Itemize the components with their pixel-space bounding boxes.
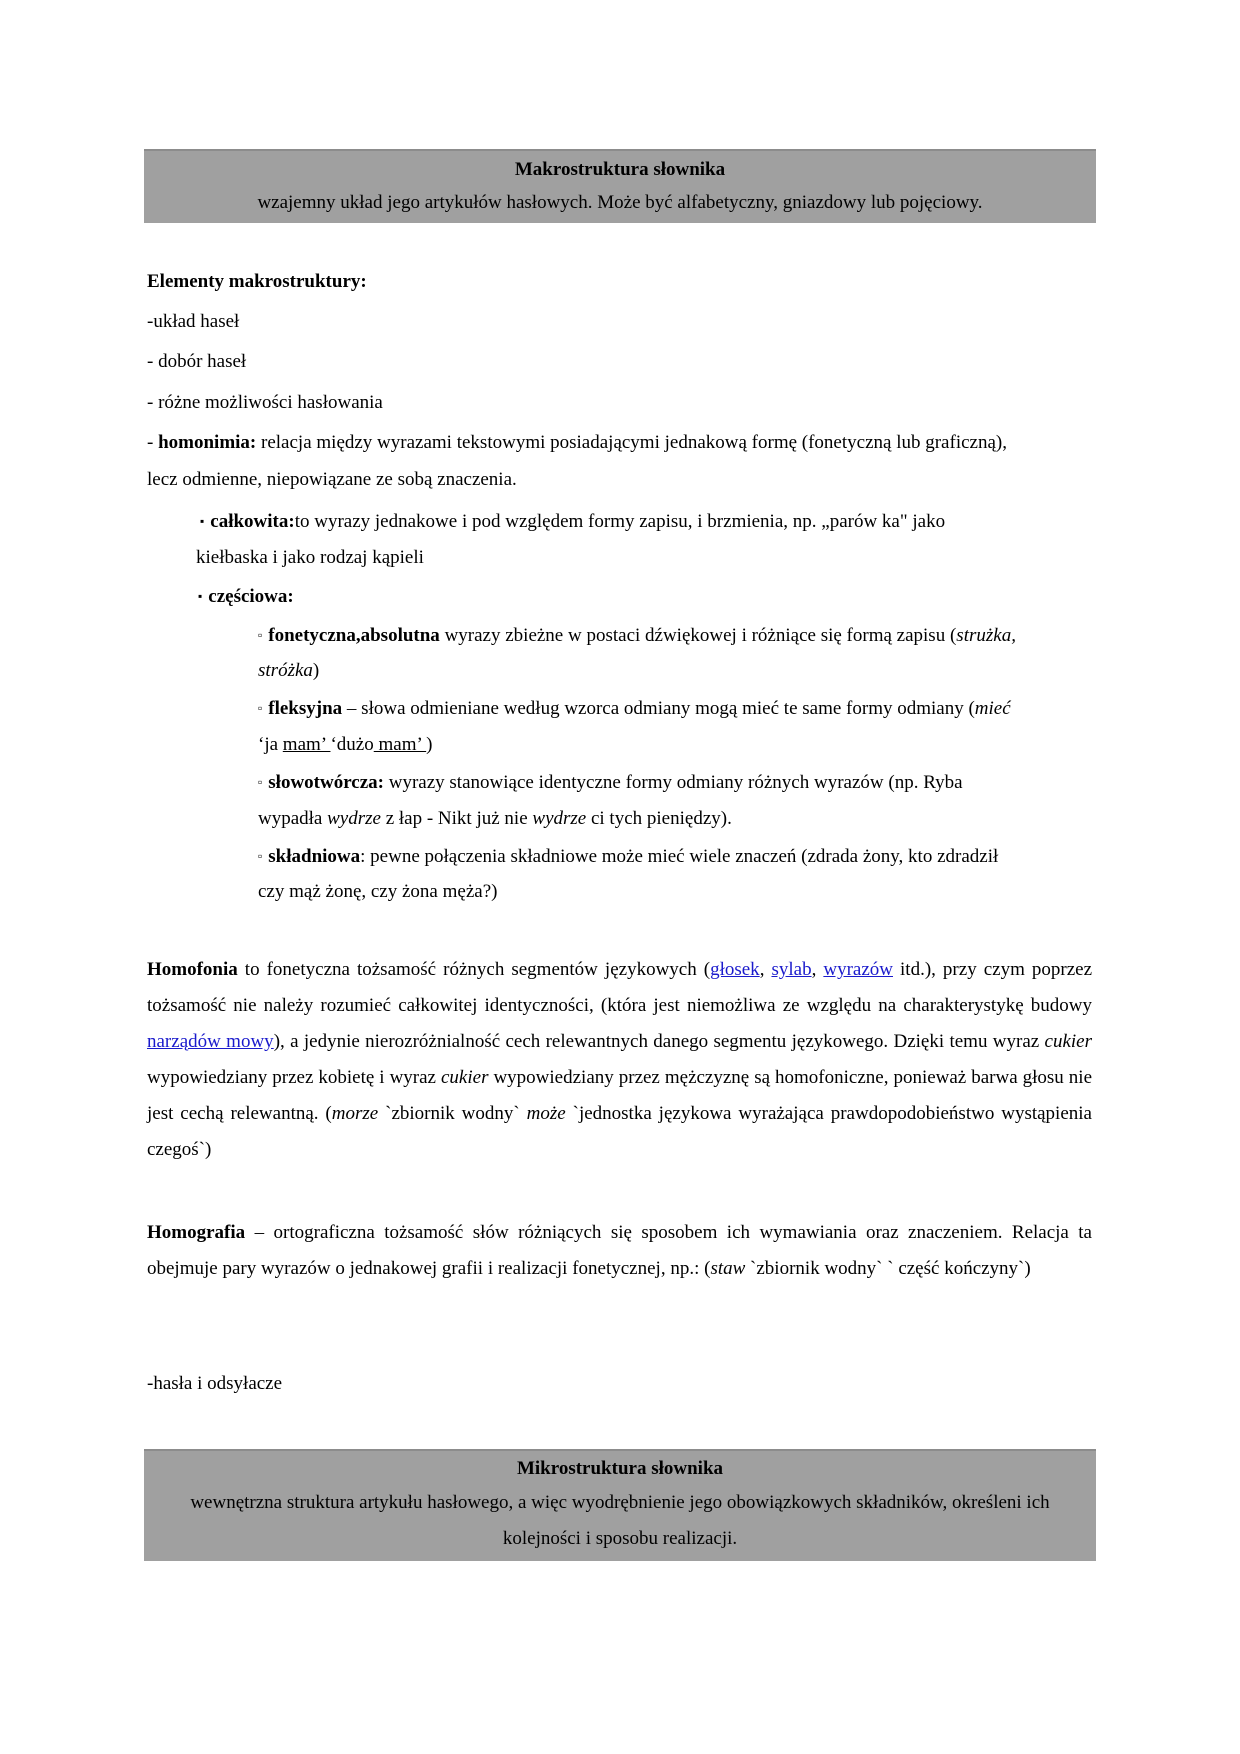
hollow-square-bullet-icon: ▫ (258, 775, 263, 789)
skladniowa-line-2: czy mąż żonę, czy żona męża?) (258, 881, 498, 902)
link-glosek[interactable]: głosek (710, 959, 760, 980)
homonimia-term: homonimia: (158, 432, 257, 453)
link-sylab[interactable]: sylab (771, 959, 812, 980)
homografia-paragraph: Homografia – ortograficzna tożsamość słów różniących się sposobem ich wymawiania oraz znaczeniem. Relacja ta obejmuje pary wyrazów o jednakowej grafii i realizacji fonetycznej, np.: (staw `zbiornik wodny` ` część kończyny`) (147, 1222, 1092, 1279)
slowotworcza-line-2: wypadła wydrze z łap - Nikt już nie wydrze ci tych pieniędzy). (258, 808, 732, 829)
elements-item: - różne możliwości hasłowania (147, 392, 383, 413)
link-wyrazow[interactable]: wyrazów (823, 959, 893, 980)
skladniowa-line-1: ▫ składniowa: pewne połączenia składniowe może mieć wiele znaczeń (zdrada żony, kto zdradził (258, 846, 999, 867)
hasla-item: -hasła i odsyłacze (147, 1373, 283, 1394)
square-bullet-icon: ▪ (198, 589, 203, 603)
macrostructure-box (144, 149, 1096, 223)
homofonia-term: Homofonia (147, 959, 238, 980)
fonetyczna-line-1: ▫ fonetyczna,absolutna wyrazy zbieżne w postaci dźwiękowej i różniące się formą zapisu (strużka, (258, 625, 1016, 646)
fonetyczna-line-2: stróżka) (258, 660, 320, 681)
hollow-square-bullet-icon: ▫ (258, 628, 263, 642)
elements-item: - dobór haseł (147, 351, 247, 372)
calkowita-term: całkowita: (210, 511, 295, 532)
slowotworcza-line-1: ▫ słowotwórcza: wyrazy stanowiące identyczne formy odmiany różnych wyrazów (np. Ryba (258, 772, 963, 793)
homonimia-line-2: lecz odmienne, niepowiązane ze sobą znaczenia. (147, 469, 517, 490)
microstructure-title: Mikrostruktura słownika (516, 1458, 724, 1479)
macrostructure-title: Makrostruktura słownika (514, 159, 726, 180)
microstructure-box (144, 1449, 1096, 1561)
hollow-square-bullet-icon: ▫ (258, 701, 263, 715)
elements-heading: Elementy makrostruktury: (147, 271, 367, 292)
homofonia-paragraph: Homofonia to fonetyczna tożsamość różnych segmentów językowych (głosek, sylab, wyrazów itd.), przy czym poprzez tożsamość nie należy rozumieć całkowitej identyczności, (która jest niemożliwa ze względu na charakterystykę budowy narządów mowy), a jedynie nierozróżnialność cech relewantnych danego segmentu językowego. Dzięki temu wyraz cukier wypowiedziany przez kobietę i wyraz cukier wypowiedziany przez mężczyznę są homofoniczne, ponieważ barwa głosu nie jest cechą relewantną. (morze `zbiornik wodny` może `jednostka językowa wyrażająca prawdopodobieństwo wystąpienia czegoś`) (147, 959, 1093, 1160)
hollow-square-bullet-icon: ▫ (258, 849, 263, 863)
square-bullet-icon: ▪ (200, 514, 205, 528)
macrostructure-description: wzajemny układ jego artykułów hasłowych. Może być alfabetyczny, gniazdowy lub pojęciowy. (257, 192, 983, 213)
link-narzadow-mowy[interactable]: narządów mowy (147, 1031, 274, 1052)
czesciowa-heading: ▪ częściowa: (198, 586, 294, 607)
calkowita-line-2: kiełbaska i jako rodzaj kąpieli (196, 547, 424, 568)
homonimia-line-1: - homonimia: relacja między wyrazami tekstowymi posiadającymi jednakową formę (fonetyczną lub graficzną), (147, 432, 1007, 453)
calkowita-line-1: ▪ całkowita:to wyrazy jednakowe i pod względem formy zapisu, i brzmienia, np. „parów ka" jako (200, 511, 946, 532)
homografia-term: Homografia (147, 1222, 246, 1243)
elements-item: -układ haseł (147, 311, 240, 332)
fleksyjna-line-2: ‘ja mam’ ‘dużo mam’ ) (258, 734, 433, 755)
fleksyjna-line-1: ▫ fleksyjna – słowa odmieniane według wzorca odmiany mogą mieć te same formy odmiany (mieć (258, 698, 1011, 719)
microstructure-description: wewnętrzna struktura artykułu hasłowego, a więc wyodrębnienie jego obowiązkowych składników, określeni ich kolejności i sposobu realizacji. (190, 1492, 1050, 1549)
